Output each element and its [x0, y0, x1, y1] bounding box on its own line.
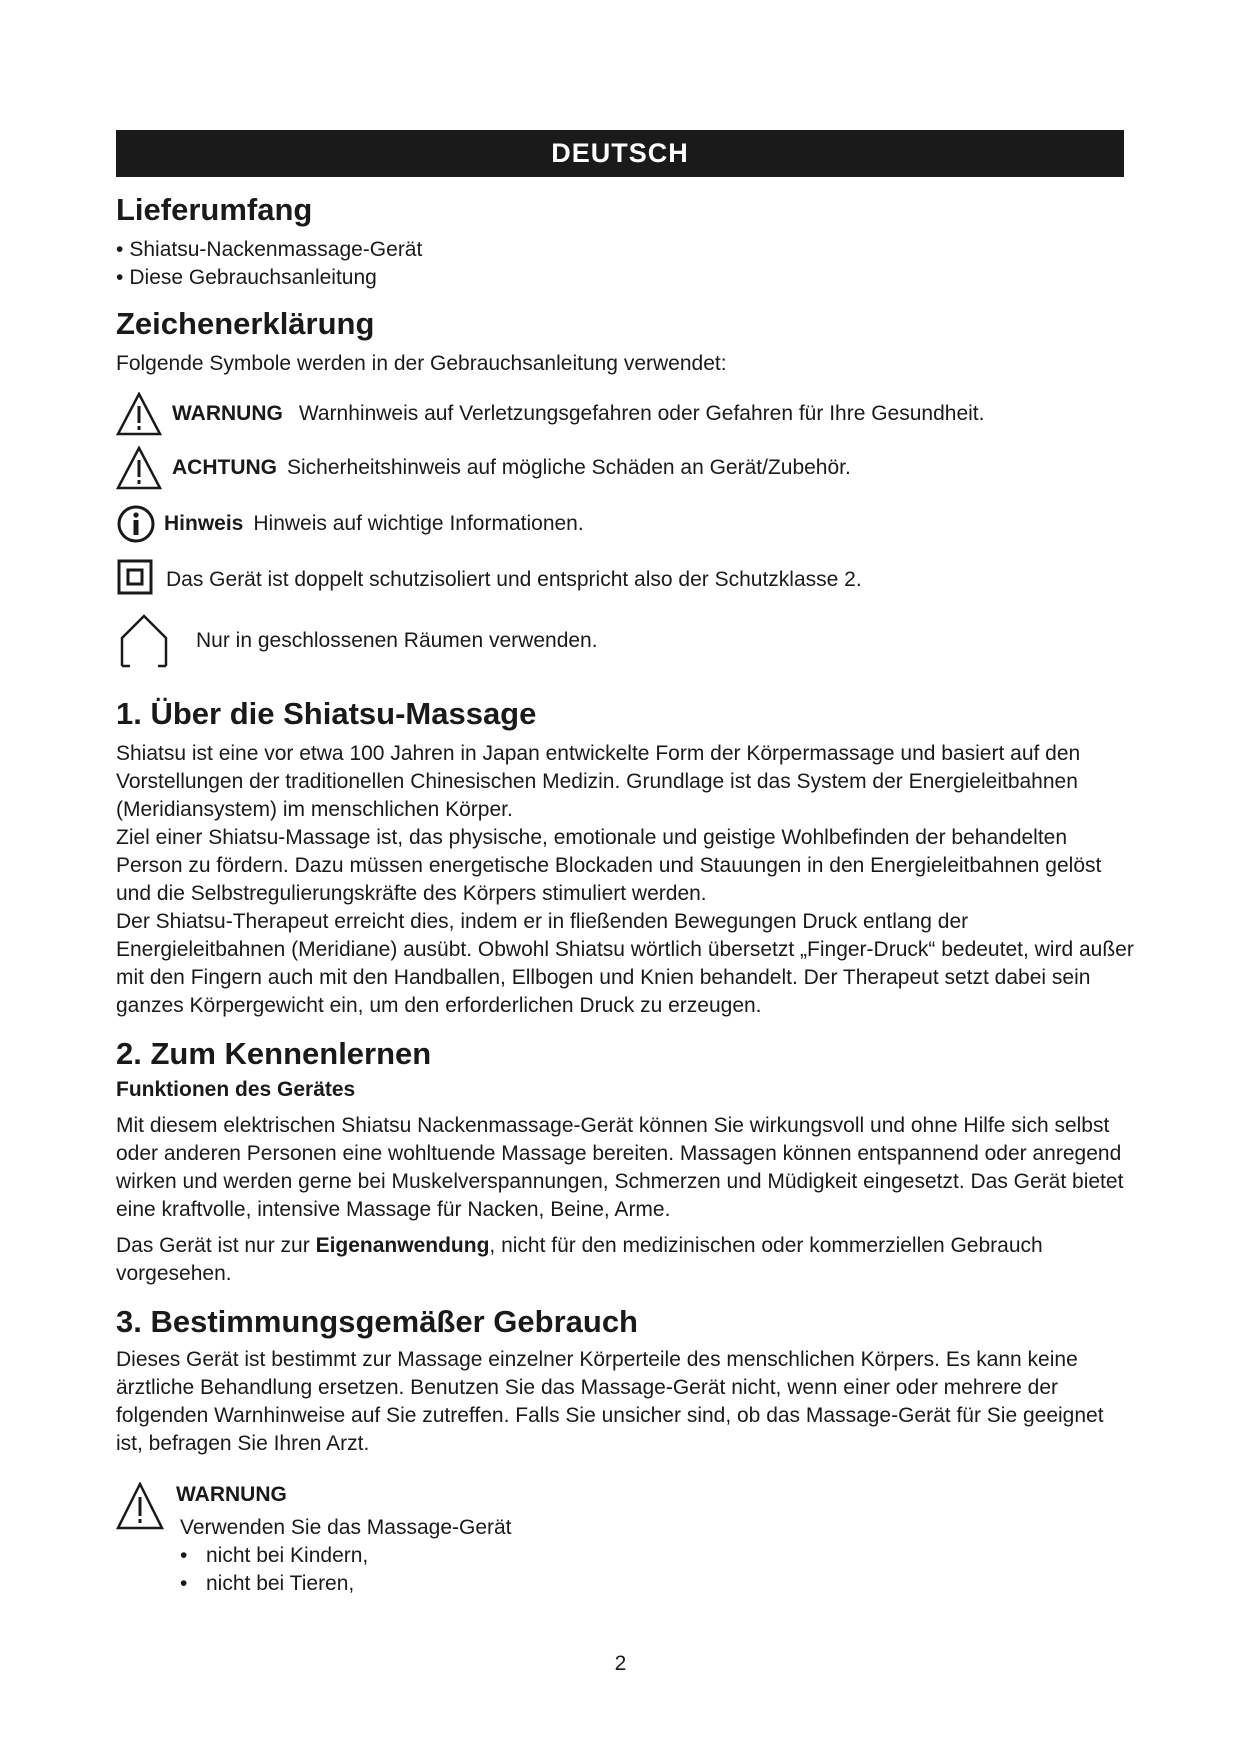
list-item: • Shiatsu-Nackenmassage-Gerät — [116, 236, 1136, 264]
indoor-use-legend — [116, 612, 1136, 670]
section-1-paragraph: Shiatsu ist eine vor etwa 100 Jahren in Japan entwickelte Form der Körpermassage und basiert auf den Vorstellungen der traditionellen Chinesischen Medizin. Grundlage ist das System der Energieleitbahnen (Meridiansystem) im menschlichen Körper. — [116, 742, 1081, 821]
text-run: Das Gerät ist nur zur — [116, 1234, 316, 1257]
note-label: Hinweis — [164, 512, 244, 535]
list-item — [180, 1542, 1136, 1570]
page-number: 2 — [614, 1652, 627, 1675]
section-3-paragraph: Dieses Gerät ist bestimmt zur Massage einzelner Körperteile des menschlichen Körpers. Es kann keine ärztliche Behandlung ersetzen. Benutzen Sie das Massage-Gerät nicht, wenn einer oder mehrere der folgenden Warnhinweise auf Sie zutreffen. Falls Sie unsicher sind, ob das Massage-Gerät für Sie geeignet ist, befragen Sie Ihren Arzt. — [116, 1348, 1104, 1455]
warning-list — [176, 1542, 1136, 1598]
warning-triangle-icon — [116, 1482, 168, 1530]
protection-class-description: Das Gerät ist doppelt schutzisoliert und entspricht also der Schutzklasse 2. — [166, 568, 862, 591]
caution-label: ACHTUNG — [172, 456, 277, 479]
section-1-heading: 1. Über die Shiatsu-Massage — [116, 696, 537, 731]
emphasis-text: Eigenanwendung — [315, 1234, 490, 1257]
page-content — [116, 190, 1136, 1598]
warning-description: Warnhinweis auf Verletzungsgefahren oder Gefahren für Ihre Gesundheit. — [298, 402, 985, 425]
section-2-heading: 2. Zum Kennenlernen — [116, 1036, 432, 1071]
list-item: • Diese Gebrauchsanleitung — [116, 264, 1136, 292]
section-2-paragraph: Mit diesem elektrischen Shiatsu Nackenmassage-Gerät können Sie wirkungsvoll und ohne Hilfe sich selbst oder anderen Personen eine wohltuende Massage bereiten. Massagen können entspannend oder anregend wirken und werden gerne bei Muskelverspannungen, Schmerzen und Müdigkeit eingesetzt. Das Gerät bietet eine kraftvolle, intensive Massage für Nacken, Beine, Arme. — [116, 1114, 1124, 1221]
warning-label: WARNUNG — [172, 402, 283, 425]
warning-heading: WARNUNG — [176, 1483, 287, 1506]
scope-list — [116, 236, 1136, 292]
section-1-paragraph: Ziel einer Shiatsu-Massage ist, das physische, emotionale und geistige Wohlbefinden der behandelten Person zu fördern. Dazu müssen energetische Blockaden und Stauungen in den Energieleitbahnen gelöst und die Selbstregulierungskräfte des Körpers stimuliert werden. — [116, 826, 1102, 905]
warning-triangle-icon — [116, 392, 168, 436]
caution-legend — [116, 446, 1136, 490]
note-legend — [116, 502, 1136, 546]
warning-intro: Verwenden Sie das Massage-Gerät — [180, 1516, 512, 1539]
warning-block — [116, 1480, 1136, 1598]
indoor-use-description: Nur in geschlossenen Räumen verwenden. — [196, 629, 598, 652]
warning-legend — [116, 392, 1136, 436]
info-icon — [116, 502, 168, 546]
note-description: Hinweis auf wichtige Informationen. — [253, 512, 584, 535]
protection-class-legend — [116, 558, 1136, 602]
caution-triangle-icon — [116, 446, 168, 490]
double-insulation-icon — [116, 558, 166, 602]
list-item-text: nicht bei Tieren, — [206, 1572, 355, 1595]
scope-heading: Lieferumfang — [116, 192, 313, 227]
symbols-intro: Folgende Symbole werden in der Gebrauchsanleitung verwendet: — [116, 352, 727, 375]
text-run: , nicht für den medizinischen oder kommerziellen Gebrauch vorgesehen. — [116, 1234, 1043, 1285]
list-item-text: nicht bei Kindern, — [206, 1544, 369, 1567]
section-2-paragraph — [116, 1232, 1136, 1288]
language-banner: DEUTSCH — [116, 130, 1124, 177]
section-2-subheading: Funktionen des Gerätes — [116, 1078, 356, 1101]
list-item — [180, 1570, 1136, 1598]
house-icon — [116, 612, 196, 670]
symbols-heading: Zeichenerklärung — [116, 306, 375, 341]
section-1-paragraph: Der Shiatsu-Therapeut erreicht dies, indem er in fließenden Bewegungen Druck entlang der Energieleitbahnen (Meridiane) ausübt. Obwohl Shiatsu wörtlich übersetzt „Finger-Druck“ bedeutet, wird außer mit den Fingern auch mit den Handballen, Ellbogen und Knien behandelt. Der Therapeut setzt dabei sein ganzes Körpergewicht ein, um den erforderlichen Druck zu erzeugen. — [116, 910, 1134, 1017]
section-3-heading: 3. Bestimmungsgemäßer Gebrauch — [116, 1304, 638, 1339]
caution-description: Sicherheitshinweis auf mögliche Schäden an Gerät/Zubehör. — [287, 456, 851, 479]
